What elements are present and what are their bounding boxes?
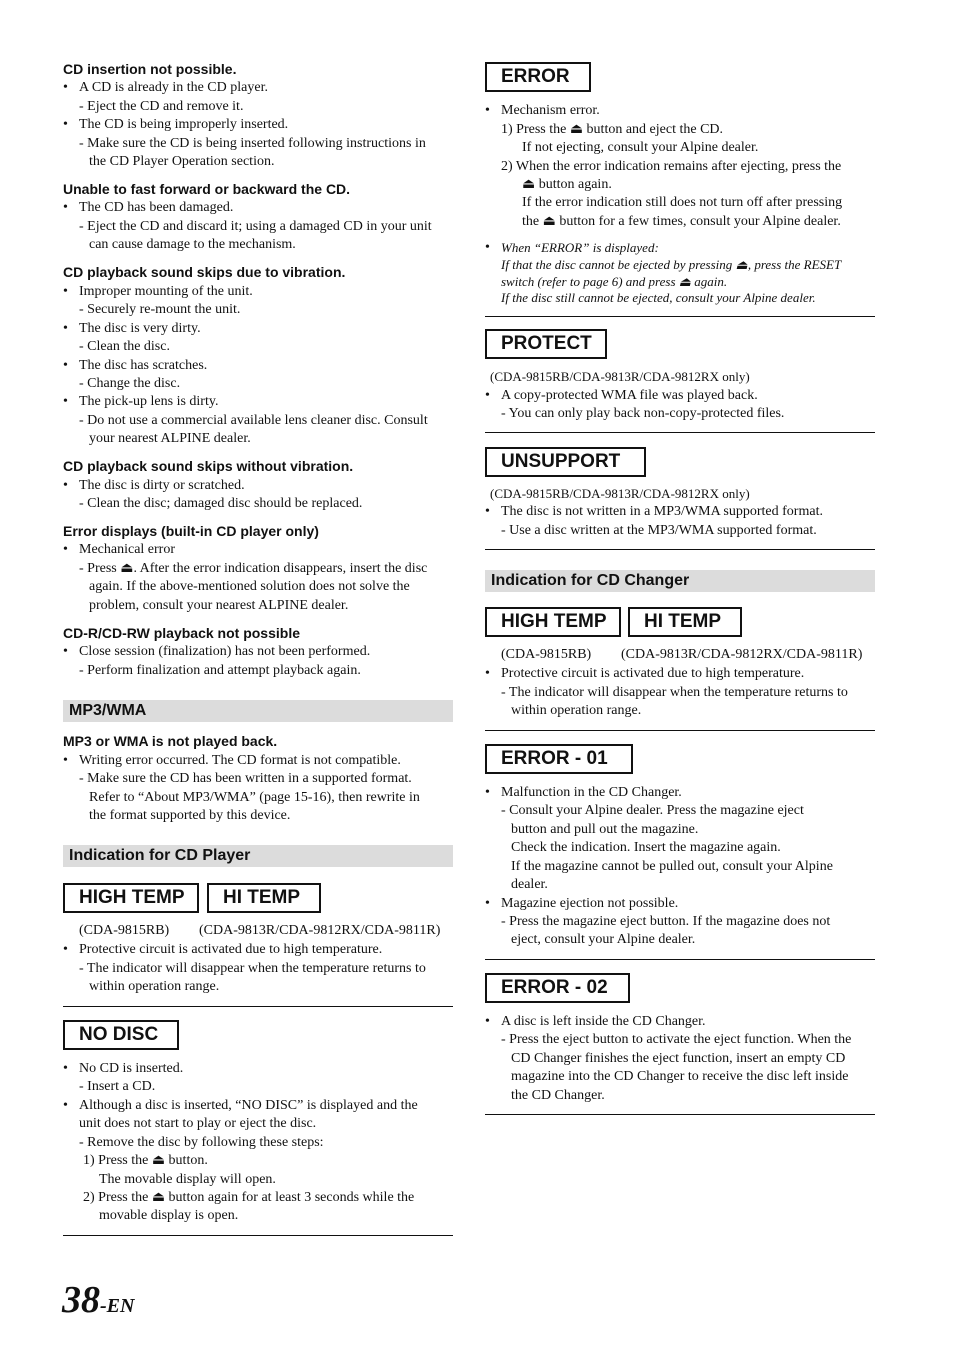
bullet: • — [63, 394, 68, 409]
text-line: The pick-up lens is dirty. — [79, 394, 219, 409]
bullet: • — [485, 240, 490, 255]
bullet: • — [485, 1014, 490, 1029]
model-label: (CDA-9815RB) — [79, 923, 170, 938]
bullet: • — [63, 542, 68, 557]
bullet: • — [63, 80, 68, 95]
indicator-unsupport: UNSUPPORT — [485, 447, 646, 477]
text-line: - Press the eject button to activate the eject function. When the — [501, 1032, 852, 1047]
indicator-protect: PROTECT — [485, 329, 607, 359]
divider — [485, 959, 875, 960]
text-line: Writing error occurred. The CD format is not compatible. — [79, 753, 401, 768]
section-heading: Error displays (built-in CD player only) — [63, 523, 319, 539]
model-label: (CDA-9813R/CDA-9812RX/CDA-9811R) — [199, 923, 441, 938]
text-line: your nearest ALPINE dealer. — [89, 431, 251, 446]
section-band-cd-player: Indication for CD Player — [63, 845, 453, 867]
page-number-value: 38 — [62, 1279, 100, 1321]
text-line: 2) Press the ⏏ button again for at least 3 seconds while the — [83, 1190, 415, 1205]
divider — [485, 432, 875, 433]
text-line: The movable display will open. — [99, 1172, 276, 1187]
divider — [485, 1114, 875, 1115]
text-line: ⏏ button again. — [522, 177, 612, 192]
text-line: Magazine ejection not possible. — [501, 896, 679, 911]
text-line: 1) Press the ⏏ button. — [83, 1153, 208, 1168]
section-heading: CD insertion not possible. — [63, 61, 237, 77]
text-line: No CD is inserted. — [79, 1061, 184, 1076]
indicator-hi-temp: HI TEMP — [207, 883, 321, 913]
model-label: (CDA-9815RB) — [501, 647, 592, 662]
note-line: If the disc still cannot be ejected, consult your Alpine dealer. — [501, 290, 816, 305]
indicator-error: ERROR — [485, 62, 591, 92]
text-line: can cause damage to the mechanism. — [89, 237, 296, 252]
text-line: The disc is not written in a MP3/WMA supported format. — [501, 504, 823, 519]
bullet: • — [63, 1061, 68, 1076]
divider — [485, 730, 875, 731]
text-line: The CD has been damaged. — [79, 200, 234, 215]
note-line: If that the disc cannot be ejected by pressing ⏏, press the RESET — [501, 257, 842, 272]
text-line: dealer. — [511, 877, 548, 892]
text-line: - Make sure the CD is being inserted following instructions in — [79, 136, 426, 151]
text-line: - Clean the disc. — [79, 339, 170, 354]
text-line: - Clean the disc; damaged disc should be replaced. — [79, 496, 363, 511]
bullet: • — [485, 504, 490, 519]
bullet: • — [63, 284, 68, 299]
indicator-no-disc: NO DISC — [63, 1020, 179, 1050]
text-line: the CD Player Operation section. — [89, 154, 275, 169]
text-line: Mechanism error. — [501, 103, 600, 118]
text-line: - Remove the disc by following these steps: — [79, 1135, 324, 1150]
indicator-error-02: ERROR - 02 — [485, 973, 630, 1003]
note-line: switch (refer to page 6) and press ⏏ again. — [501, 274, 728, 289]
text-line: - Consult your Alpine dealer. Press the magazine eject — [501, 803, 804, 818]
text-line: A copy-protected WMA file was played back. — [501, 388, 758, 403]
text-line: - Insert a CD. — [79, 1079, 156, 1094]
divider — [63, 1235, 453, 1236]
divider — [485, 549, 875, 550]
text-line: If the error indication still does not turn off after pressing — [522, 195, 843, 210]
bullet: • — [63, 644, 68, 659]
page-suffix: -EN — [100, 1295, 135, 1317]
section-heading: Unable to fast forward or backward the CD. — [63, 181, 351, 197]
text-line: within operation range. — [89, 979, 220, 994]
text-line: If not ejecting, consult your Alpine dealer. — [522, 140, 759, 155]
bullet: • — [485, 785, 490, 800]
indicator-error-01: ERROR - 01 — [485, 744, 633, 774]
text-line: Malfunction in the CD Changer. — [501, 785, 682, 800]
bullet: • — [63, 1098, 68, 1113]
text-line: the ⏏ button for a few times, consult your Alpine dealer. — [522, 214, 841, 229]
text-line: movable display is open. — [99, 1208, 239, 1223]
section-heading: CD playback sound skips without vibration. — [63, 458, 354, 474]
bullet: • — [485, 103, 490, 118]
section-heading: CD-R/CD-RW playback not possible — [63, 625, 300, 641]
text-line: Mechanical error — [79, 542, 175, 557]
indicator-hi-temp: HI TEMP — [628, 607, 742, 637]
model-label: (CDA-9813R/CDA-9812RX/CDA-9811R) — [621, 647, 863, 662]
bullet: • — [63, 200, 68, 215]
text-line: Protective circuit is activated due to high temperature. — [79, 942, 383, 957]
text-line: - Perform finalization and attempt playback again. — [79, 663, 361, 678]
text-line: - The indicator will disappear when the temperature returns to — [501, 685, 848, 700]
text-line: Improper mounting of the unit. — [79, 284, 253, 299]
text-line: - Press the magazine eject button. If the magazine does not — [501, 914, 831, 929]
text-line: within operation range. — [511, 703, 642, 718]
text-line: The CD is being improperly inserted. — [79, 117, 289, 132]
text-line: the CD Changer. — [511, 1088, 605, 1103]
text-line: - Change the disc. — [79, 376, 181, 391]
bullet: • — [63, 117, 68, 132]
text-line: - You can only play back non-copy-protected files. — [501, 406, 785, 421]
text-line: CD Changer finishes the eject function, insert an empty CD — [511, 1051, 846, 1066]
section-band-cd-changer: Indication for CD Changer — [485, 570, 875, 592]
divider — [63, 1006, 453, 1007]
text-line: If the magazine cannot be pulled out, consult your Alpine — [511, 859, 833, 874]
text-line: The disc has scratches. — [79, 358, 208, 373]
text-line: Protective circuit is activated due to high temperature. — [501, 666, 805, 681]
text-line: Close session (finalization) has not been performed. — [79, 644, 371, 659]
bullet: • — [63, 358, 68, 373]
text-line: unit does not start to play or eject the disc. — [79, 1116, 317, 1131]
divider — [485, 316, 875, 317]
text-line: - Eject the CD and discard it; using a damaged CD in your unit — [79, 219, 432, 234]
text-line: magazine into the CD Changer to receive the disc left inside — [511, 1069, 849, 1084]
indicator-high-temp: HIGH TEMP — [63, 883, 199, 913]
text-line: The disc is very dirty. — [79, 321, 201, 336]
model-label: (CDA-9815RB/CDA-9813R/CDA-9812RX only) — [490, 486, 750, 501]
bullet: • — [485, 388, 490, 403]
indicator-high-temp: HIGH TEMP — [485, 607, 621, 637]
section-heading: MP3 or WMA is not played back. — [63, 733, 278, 749]
text-line: Refer to “About MP3/WMA” (page 15-16), then rewrite in — [89, 790, 420, 805]
text-line: - Do not use a commercial available lens cleaner disc. Consult — [79, 413, 428, 428]
text-line: Although a disc is inserted, “NO DISC” is displayed and the — [79, 1098, 418, 1113]
text-line: button and pull out the magazine. — [511, 822, 699, 837]
section-band-mp3: MP3/WMA — [63, 700, 453, 722]
text-line: - The indicator will disappear when the temperature returns to — [79, 961, 426, 976]
note-line: When “ERROR” is displayed: — [501, 240, 659, 255]
text-line: A CD is already in the CD player. — [79, 80, 268, 95]
text-line: again. If the above-mentioned solution does not solve the — [89, 579, 410, 594]
model-label: (CDA-9815RB/CDA-9813R/CDA-9812RX only) — [490, 369, 750, 384]
text-line: eject, consult your Alpine dealer. — [511, 932, 696, 947]
text-line: - Securely re-mount the unit. — [79, 302, 241, 317]
bullet: • — [63, 478, 68, 493]
text-line: problem, consult your nearest ALPINE dealer. — [89, 598, 349, 613]
text-line: - Make sure the CD has been written in a supported format. — [79, 771, 412, 786]
page-number — [62, 1278, 134, 1322]
text-line: The disc is dirty or scratched. — [79, 478, 245, 493]
text-line: - Eject the CD and remove it. — [79, 99, 244, 114]
section-heading: CD playback sound skips due to vibration. — [63, 264, 346, 280]
bullet: • — [63, 753, 68, 768]
text-line: - Press ⏏. After the error indication disappears, insert the disc — [79, 561, 428, 576]
text-line: 2) When the error indication remains after ejecting, press the — [501, 159, 842, 174]
text-line: the format supported by this device. — [89, 808, 291, 823]
text-line: A disc is left inside the CD Changer. — [501, 1014, 706, 1029]
bullet: • — [485, 896, 490, 911]
text-line: Check the indication. Insert the magazine again. — [511, 840, 781, 855]
bullet: • — [485, 666, 490, 681]
bullet: • — [63, 321, 68, 336]
text-line: - Use a disc written at the MP3/WMA supported format. — [501, 523, 817, 538]
bullet: • — [63, 942, 68, 957]
text-line: 1) Press the ⏏ button and eject the CD. — [501, 122, 724, 137]
